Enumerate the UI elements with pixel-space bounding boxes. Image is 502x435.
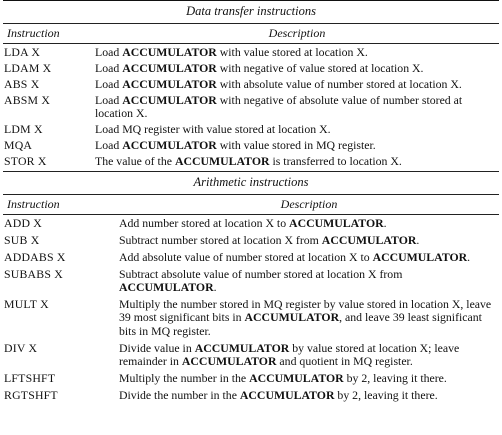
table-row	[3, 46, 499, 59]
table-row	[3, 62, 499, 75]
instruction-cell: ABS X	[4, 77, 40, 91]
table-row	[3, 342, 499, 369]
column-header-instruction: Instruction	[7, 197, 60, 212]
instruction-cell: LDM X	[4, 122, 43, 137]
table-row	[3, 298, 499, 338]
table-row	[3, 139, 499, 152]
instruction-cell: ABSM X	[4, 93, 51, 107]
arithmetic-column-headers	[3, 195, 499, 214]
description-cell: Add number stored at location X to ACCUMULATOR.	[119, 216, 387, 231]
description-cell: Load ACCUMULATOR with value stored at location X.	[95, 45, 368, 59]
description-cell: Divide value in ACCUMULATOR by value stored at location X; leave remainder in ACCUMULATOR and quotient in MQ register.	[119, 340, 460, 369]
data-transfer-title: Data transfer instructions	[186, 4, 316, 18]
description-cell: Add absolute value of number stored at location X to ACCUMULATOR.	[119, 250, 471, 264]
column-header-instruction: Instruction	[7, 26, 60, 40]
data-transfer-column-headers	[3, 24, 499, 43]
description-cell: Load ACCUMULATOR with absolute value of number stored at location X.	[95, 77, 462, 91]
table-row	[3, 155, 499, 168]
instruction-cell: LDA X	[4, 45, 41, 59]
description-cell: Load MQ register with value stored at location X.	[95, 122, 331, 137]
description-cell: Multiply the number stored in MQ register by value stored in location X, leave 39 most significant bits in ACCUMULATOR, and leave 39 least significant bits in MQ register.	[119, 297, 492, 338]
description-cell: Load ACCUMULATOR with value stored in MQ register.	[95, 138, 376, 153]
instruction-cell: LDAM X	[4, 61, 52, 75]
table-row	[3, 217, 499, 230]
description-cell: Multiply the number in the ACCUMULATOR by 2, leaving it there.	[119, 370, 447, 385]
instruction-cell: ADDABS X	[4, 250, 66, 264]
instruction-cell: RGTSHFT	[4, 387, 58, 402]
arithmetic-section	[3, 171, 499, 402]
data-transfer-section	[3, 0, 499, 169]
arithmetic-rows	[3, 215, 499, 402]
instruction-cell: MULT X	[4, 297, 49, 311]
table-row	[3, 78, 499, 91]
table-row	[3, 372, 499, 385]
description-cell: Load ACCUMULATOR with negative of absolute value of number stored at location X.	[95, 93, 463, 121]
description-cell: Subtract number stored at location X from ACCUMULATOR.	[119, 233, 420, 248]
instruction-cell: SUB X	[4, 233, 40, 248]
description-cell: Divide the number in the ACCUMULATOR by 2, leaving it there.	[119, 387, 438, 402]
column-header-description: Description	[280, 197, 338, 212]
description-cell: The value of the ACCUMULATOR is transferred to location X.	[95, 154, 402, 169]
instruction-cell: MQA	[4, 138, 33, 153]
arithmetic-title: Arithmetic instructions	[193, 175, 309, 190]
instruction-cell: LFTSHFT	[4, 370, 56, 385]
table-row	[3, 94, 499, 121]
instruction-cell: STOR X	[4, 154, 47, 169]
table-row	[3, 234, 499, 247]
table-row	[3, 123, 499, 136]
data-transfer-rows	[3, 44, 499, 169]
instruction-cell: DIV X	[4, 340, 38, 355]
table-row	[3, 251, 499, 264]
description-cell: Subtract absolute value of number stored at location X from ACCUMULATOR.	[119, 266, 403, 295]
table-row	[3, 389, 499, 402]
description-cell: Load ACCUMULATOR with negative of value stored at location X.	[95, 61, 424, 75]
instruction-cell: ADD X	[4, 216, 43, 231]
table-row	[3, 268, 499, 295]
instruction-cell: SUBABS X	[4, 266, 63, 281]
column-header-description: Description	[268, 26, 326, 40]
